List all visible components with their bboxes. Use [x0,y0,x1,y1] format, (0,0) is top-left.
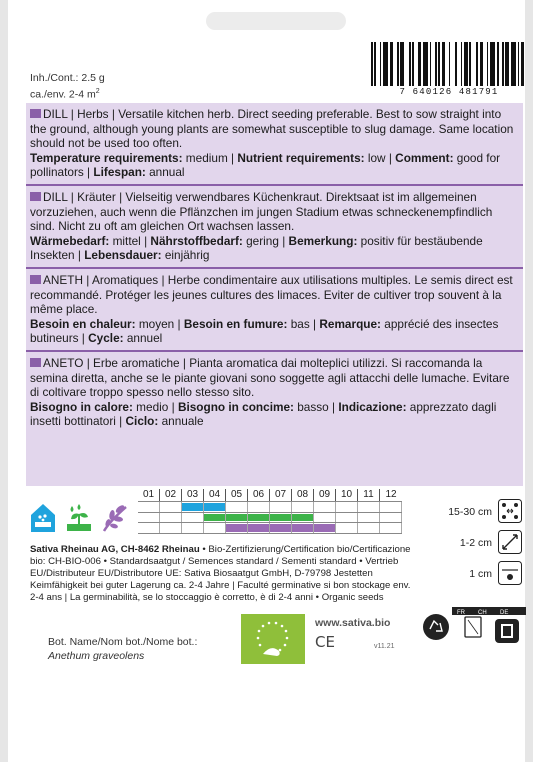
spec-value: moyen | [135,316,184,331]
sowing-depth-value: 1 cm [469,568,492,580]
spec-label: Cycle: [88,331,124,346]
language-description [30,273,519,317]
language-text: | Kräuter | Vielseitig verwendbares Küchenkraut. Direktsaat ist im allgemeinen vorzuziehen, auch wenn die Pflänzchen im jungen Stadium etwas schneckenempfindlich sind. Nicht zu oft am gleichen Ort wachsen lassen. [30,189,493,234]
spec-value: gering | [242,233,289,248]
language-section [26,103,523,183]
botanical-name [48,635,197,663]
language-specs [30,400,519,429]
recycle-lang-de: DE [500,610,509,616]
spec-value: medio | [132,399,178,414]
eu-organic-leaf-logo [241,614,305,664]
calendar-month: 04 [204,489,226,501]
language-text: | Erbe aromatiche | Pianta aromatica dai molteplici utilizzi. Si raccomanda la semina diretta, anche se le piante giovani sono soggette agli attacchi delle lumache. Evitare di coltivare troppo spesso nello stesso sito. [30,355,510,400]
language-marker [30,358,41,367]
spec-label: Bisogno in concime: [177,399,294,414]
language-code: ANETH [43,272,83,287]
calendar-month: 12 [385,489,397,500]
calendar-month: 06 [248,489,270,501]
spec-value: apprécié des insectes butineurs | [30,316,499,346]
calendar-month: 08 [292,489,314,501]
calendar-month: 09 [314,489,336,501]
spec-label: Lebensdauer: [84,248,162,263]
calendar-row-growing [138,513,402,524]
spacing-value: 15-30 cm [448,506,492,518]
calendar-row-harvest [138,523,402,534]
language-description [30,190,519,234]
barcode-bars [371,42,527,86]
language-section [26,186,523,266]
spec-value: positiv für bestäubende Insekten | [30,233,483,263]
language-code: ANETO [43,355,84,370]
spec-label: Wärmebedarf: [30,233,110,248]
calendar-month: 11 [358,489,380,501]
botanical-latin: Anethum graveolens [48,650,145,662]
spec-value: low | [364,150,396,165]
language-marker [30,109,41,118]
spec-value: medium | [182,150,238,165]
hang-hole [206,12,346,30]
ce-mark: CE [315,633,335,651]
content-info [30,72,105,102]
spec-value: bas | [287,316,320,331]
company-name: Sativa Rheinau AG, CH-8462 Rheinau [30,544,200,555]
version: v11.21 [374,643,395,650]
calendar-month: 01 [138,489,160,501]
barcode [371,42,527,100]
language-code: DILL [43,189,68,204]
calendar-month: 03 [182,489,204,501]
spec-label: Nutrient requirements: [237,150,365,165]
calendar-month: 07 [270,489,292,501]
spec-label: Ciclo: [125,414,159,429]
recycling-info-icon [420,605,528,645]
spec-label: Bisogno in calore: [30,399,133,414]
spec-label: Temperature requirements: [30,150,183,165]
barcode-number: 7 640126 481791 [399,87,499,97]
spec-value: mittel | [109,233,151,248]
spec-label: Bemerkung: [288,233,358,248]
spec-value: good for pollinators | [30,150,501,180]
company-text: • Bio-Zertifizierung/Certification bio/Certificazione bio: CH-BIO-006 • Standardsaatgut / Semences standard / Sementi standard • Vertrieb EU/Distributeur EU/Distributore UE: Sativa Biosaatgut GmbH, D-79798 Jestetten Keimfähigkeit bei guter Lagerung ca. 2-4 Jahre | Faculté germinative si bon stockage env. 2-4 ans | La germinabilità, se lo stoccaggio è corretto, è di 2-4 anni • Organic seeds [30,544,411,603]
seedling-drops-icon [66,504,92,532]
calendar-month: 02 [160,489,182,501]
spec-value: annual [145,165,185,180]
row-depth-value: 1-2 cm [459,537,492,549]
language-description [30,107,519,151]
language-code: DILL [43,107,68,121]
website: www.sativa.bio [315,617,391,629]
spec-label: Remarque: [319,316,381,331]
growing-calendar [138,489,402,534]
botanical-label: Bot. Name/Nom bot./Nome bot.: [48,636,198,648]
spacing-dots-icon [498,499,522,523]
calendar-months [138,489,402,501]
language-section [26,269,523,349]
content-area: ca./env. 2-4 $m^2$ [30,88,100,101]
description-box [26,103,523,486]
calendar-row-sowing [138,502,402,513]
language-marker [30,275,41,284]
language-specs [30,234,519,263]
spec-value: einjährig [161,248,210,263]
content-weight: Inh./Cont.: 2.5 g [30,72,105,84]
spec-label: Lifespan: [93,165,146,180]
harvest-plant-icon [100,503,130,533]
spec-value: apprezzato dagli insetti bottinatori | [30,399,497,429]
calendar-grid [138,501,402,534]
company-info [30,544,415,604]
language-specs [30,151,519,180]
language-specs [30,317,519,346]
language-text: | Aromatiques | Herbe condimentaire aux utilisations multiples. Le semis direct est recommandé. Protéger les jeunes cultures des limaces. Eviter de cultiver trop souvent à la même place. [30,272,513,317]
spec-value: annuale [158,414,204,429]
language-description [30,356,519,400]
sow-house-icon [30,503,56,533]
row-diagonal-icon [498,530,522,554]
sowing-depth-icon [498,561,522,585]
spec-label: Comment: [395,150,454,165]
language-text: | Herbs | Versatile kitchen herb. Direct seeding preferable. Best to sow straight into the ground, although young plants are somewhat susceptible to slug damage. Same location should not be used too often. [30,107,514,151]
spec-value: annuel [123,331,163,346]
recycle-lang-fr: FR [457,610,465,616]
recycle-lang-ch: CH [478,610,487,616]
spec-label: Nährstoffbedarf: [150,233,243,248]
language-section [26,352,523,432]
spec-label: Besoin en chaleur: [30,316,136,331]
spec-label: Indicazione: [338,399,407,414]
calendar-month: 10 [336,489,358,501]
spec-value: basso | [293,399,339,414]
spec-label: Besoin en fumure: [183,316,288,331]
language-marker [30,192,41,201]
calendar-month: 05 [226,489,248,501]
